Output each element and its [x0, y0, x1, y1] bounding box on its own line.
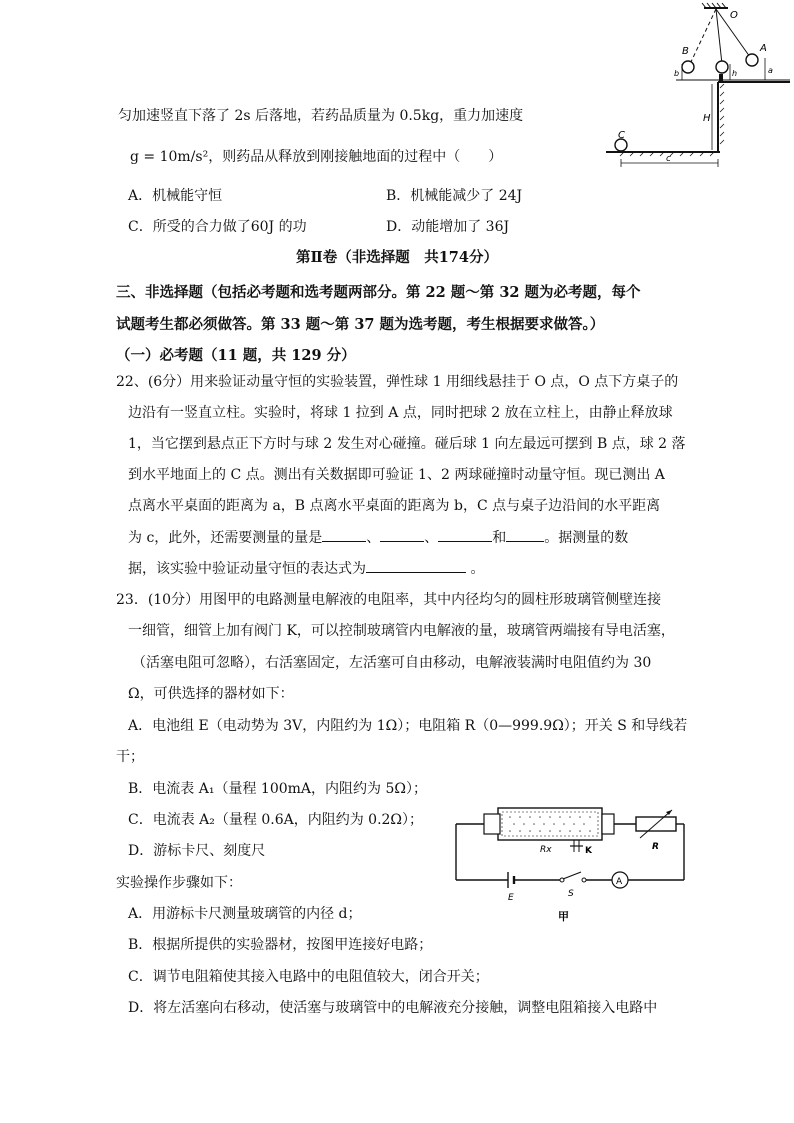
q22-text: 据，该实验中验证动量守恒的表达式为 — [128, 561, 366, 577]
equipment-d: D．游标卡尺、刻度尺 — [128, 843, 266, 859]
question-text-line: 匀加速竖直下落了 2s 后落地，若药品质量为 0.5kg，重力加速度 — [118, 108, 524, 124]
label-c-dist: c — [666, 154, 671, 164]
q22-line: 22、(6分）用来验证动量守恒的实验装置，弹性球 1 用细线悬挂于 O 点，O 点下方桌子的 — [116, 374, 679, 390]
q23-line: 一细管，细管上加有阀门 K，可以控制玻璃管内电解液的量，玻璃管两端接有导电活塞， — [128, 623, 675, 639]
equipment-a: A．电池组 E（电动势为 3V，内阻约为 1Ω）；电阻箱 R（0—999.9Ω）；开关 S 和导线若 — [128, 718, 688, 734]
section-subheading: （一）必考题（11 题，共 129 分） — [116, 347, 356, 364]
q23-line: 23．(10分）用图甲的电路测量电解液的电阻率，其中内径均匀的圆柱形玻璃管侧壁连接 — [116, 592, 662, 608]
label-s: S — [568, 889, 574, 899]
answer-blank-1[interactable] — [322, 527, 366, 542]
label-b-dist: b — [674, 69, 680, 78]
answer-blank-4[interactable] — [506, 527, 544, 542]
step-d: D．将左活塞向右移动，使活塞与玻璃管中的电解液充分接触，调整电阻箱接入电路中 — [128, 1000, 658, 1016]
step-a: A．用游标卡尺测量玻璃管的内径 d； — [128, 906, 362, 922]
section-title: 第Ⅱ卷（非选择题 共174分） — [296, 249, 498, 266]
section-heading-line: 试题考生都必须做答。第 33 题～第 37 题为选考题，考生根据要求做答。） — [116, 316, 605, 333]
question-text-line: g = 10m/s²，则药品从释放到刚接触地面的过程中（ ） — [130, 149, 503, 165]
label-r: R — [652, 842, 659, 852]
figure-caption: 甲 — [558, 910, 569, 923]
answer-blank-3[interactable] — [438, 527, 492, 542]
q22-line: 边沿有一竖直立柱。实验时，将球 1 拉到 A 点，同时把球 2 放在立柱上，由静止释放球 — [128, 405, 673, 421]
section-heading-line: 三、非选择题（包括必考题和选考题两部分。第 22 题～第 32 题为必考题，每个 — [116, 284, 641, 301]
label-k: K — [585, 846, 592, 856]
q23-line: Ω，可供选择的器材如下： — [128, 686, 294, 702]
option-c: C．所受的合力做了60J 的功 — [128, 219, 307, 235]
q22-line: 点离水平桌面的距离为 a，B 点离水平桌面的距离为 b，C 点与桌子边沿间的水平距离 — [128, 498, 661, 514]
separator: 和 — [492, 530, 507, 546]
label-o: O — [730, 10, 738, 21]
equipment-c: C．电流表 A₂（量程 0.6A，内阻约为 0.2Ω）； — [128, 812, 424, 828]
step-b: B．根据所提供的实验器材，按图甲连接好电路； — [128, 937, 433, 953]
q22-text: 。据测量的数 — [544, 530, 629, 546]
option-d: D．动能增加了 36J — [386, 219, 510, 235]
option-a: A．机械能守恒 — [128, 188, 223, 204]
label-b: B — [682, 46, 689, 57]
q22-line — [128, 527, 628, 548]
q22-text: 。 — [470, 561, 485, 577]
answer-blank-2[interactable] — [380, 527, 424, 542]
q22-text: 为 c，此外，还需要测量的量是 — [128, 530, 323, 546]
label-ammeter: A — [616, 877, 623, 887]
label-c: C — [618, 130, 625, 141]
step-c: C．调节电阻箱使其接入电路中的电阻值较大，闭合开关； — [128, 969, 489, 985]
label-e: E — [508, 893, 514, 903]
separator: 、 — [366, 530, 381, 546]
label-a-dist: a — [768, 66, 773, 75]
label-rx: Rx — [540, 845, 552, 855]
circuit-diagram — [448, 800, 688, 925]
separator: 、 — [424, 530, 439, 546]
label-big-h: H — [703, 113, 711, 124]
answer-blank-expression[interactable] — [366, 558, 466, 573]
q23-line: （活塞电阻可忽略），右活塞固定，左活塞可自由移动，电解液装满时电阻值约为 30 — [132, 655, 652, 671]
equipment-b: B．电流表 A₁（量程 100mA，内阻约为 5Ω）； — [128, 781, 427, 797]
q22-line: 到水平地面上的 C 点。测出有关数据即可验证 1、2 两球碰撞时动量守恒。现已测出 A — [128, 467, 665, 483]
q22-line — [128, 558, 484, 579]
label-a: A — [760, 43, 767, 54]
option-b: B．机械能减少了 24J — [386, 188, 523, 204]
equipment-a-cont: 干； — [116, 749, 144, 765]
steps-title: 实验操作步骤如下： — [116, 875, 242, 891]
label-h: h — [732, 69, 738, 78]
pendulum-collision-figure — [600, 0, 790, 172]
q22-line: 1，当它摆到悬点正下方时与球 2 发生对心碰撞。碰后球 1 向左最远可摆到 B 点，球 2 落 — [128, 436, 686, 452]
